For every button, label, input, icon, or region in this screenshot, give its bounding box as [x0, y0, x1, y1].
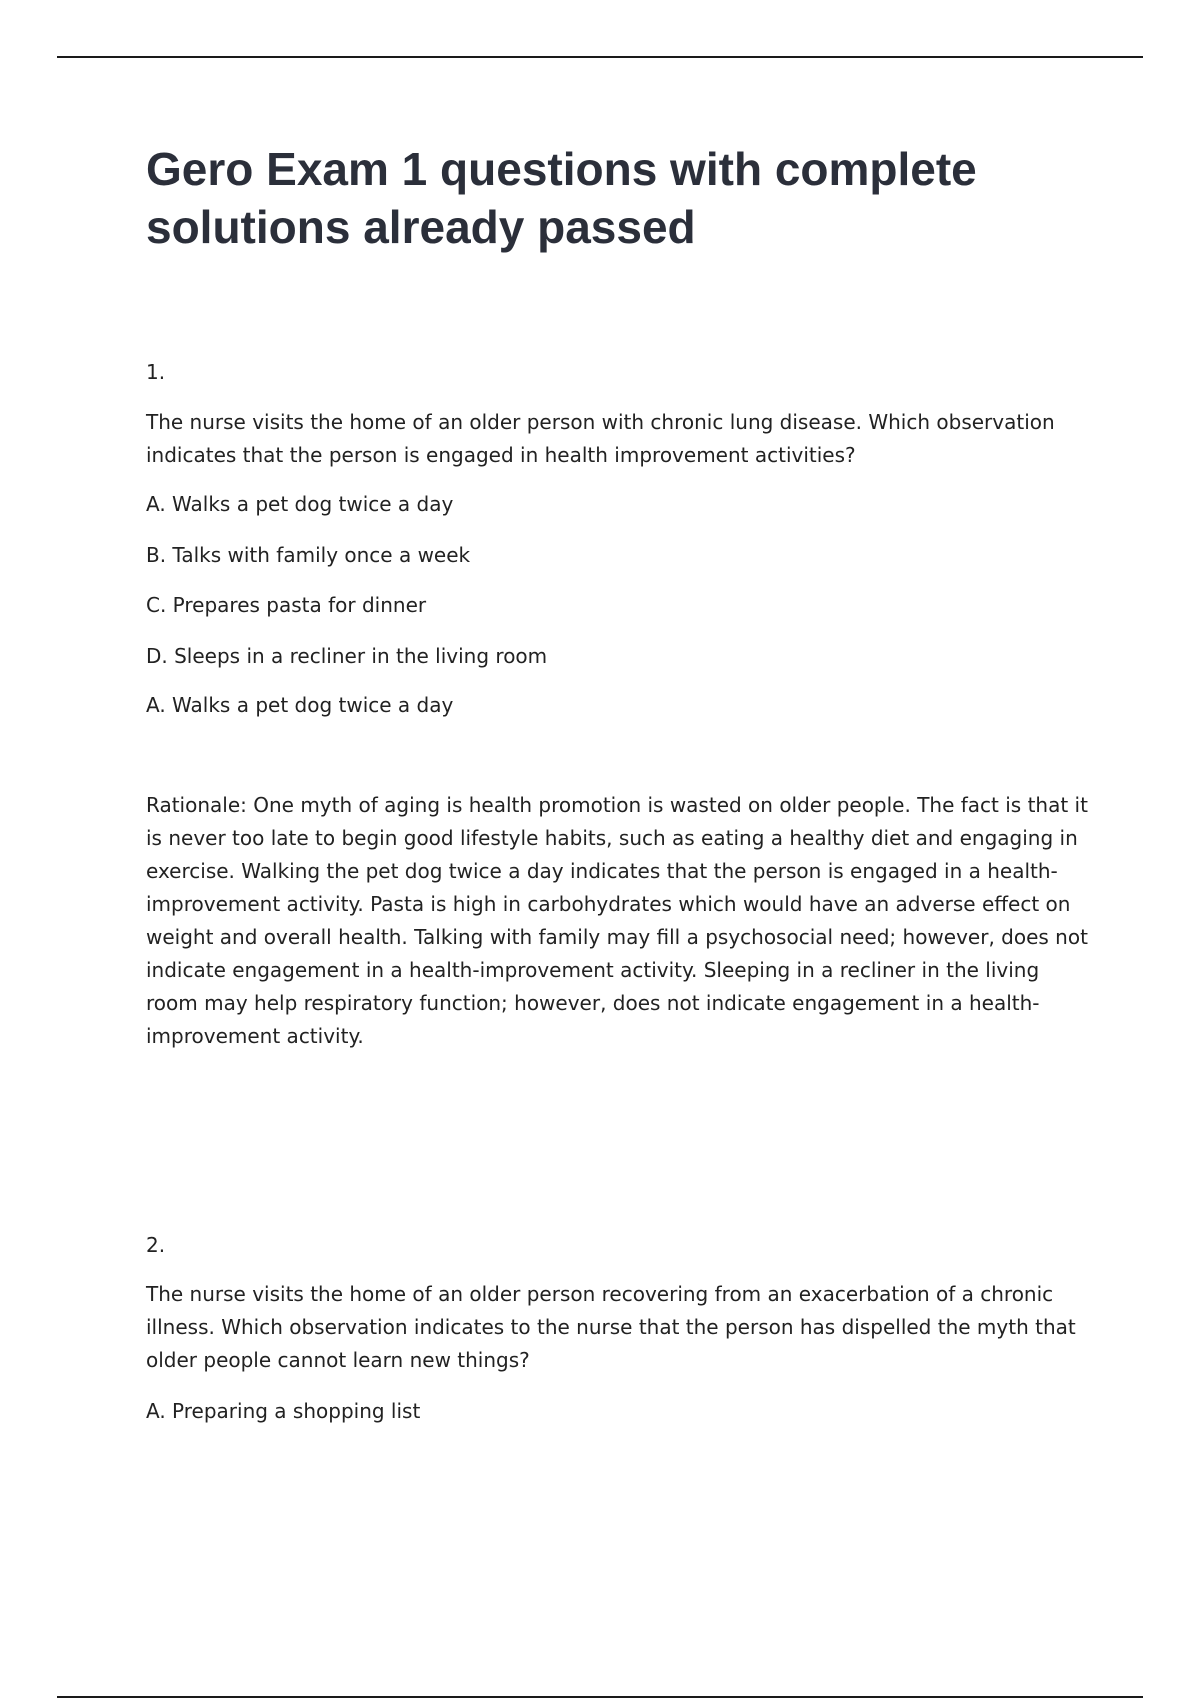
question-1-option-c: C. Prepares pasta for dinner: [146, 593, 427, 617]
question-1-rationale: Rationale: One myth of aging is health promotion is wasted on older people. The fact is that it is never too late to begin good lifestyle habits, such as eating a healthy diet and engaging in exercise. Walking the pet dog twice a day indicates that the person is engaged in a health-improvement activity. Pasta is high in carbohydrates which would have an adverse effect on weight and overall health. Talking with family may fill a psychosocial need; however, does not indicate engagement in a health-improvement activity. Sleeping in a recliner in the living room may help respiratory function; however, does not indicate engagement in a health-improvement activity.: [146, 793, 1088, 1048]
question-1-option-d: D. Sleeps in a recliner in the living room: [146, 644, 548, 668]
question-1-answer: A. Walks a pet dog twice a day: [146, 693, 454, 717]
question-2-prompt: The nurse visits the home of an older person recovering from an exacerbation of a chronic illness. Which observation indicates to the nurse that the person has dispelled the myth that older people cannot learn new things?: [146, 1282, 1076, 1372]
question-2-option-a: A. Preparing a shopping list: [146, 1399, 421, 1423]
document-title: Gero Exam 1 questions with complete solutions already passed: [146, 143, 977, 253]
question-2-number: 2.: [146, 1233, 166, 1257]
title-block: [146, 140, 1096, 256]
bottom-rule: [57, 1696, 1143, 1698]
question-1-number: 1.: [146, 360, 166, 384]
top-rule: [57, 56, 1143, 58]
question-1-option-a: A. Walks a pet dog twice a day: [146, 492, 454, 516]
question-1-option-b: B. Talks with family once a week: [146, 543, 471, 567]
question-1-prompt: The nurse visits the home of an older person with chronic lung disease. Which observation indicates that the person is engaged in health improvement activities?: [146, 410, 1055, 467]
